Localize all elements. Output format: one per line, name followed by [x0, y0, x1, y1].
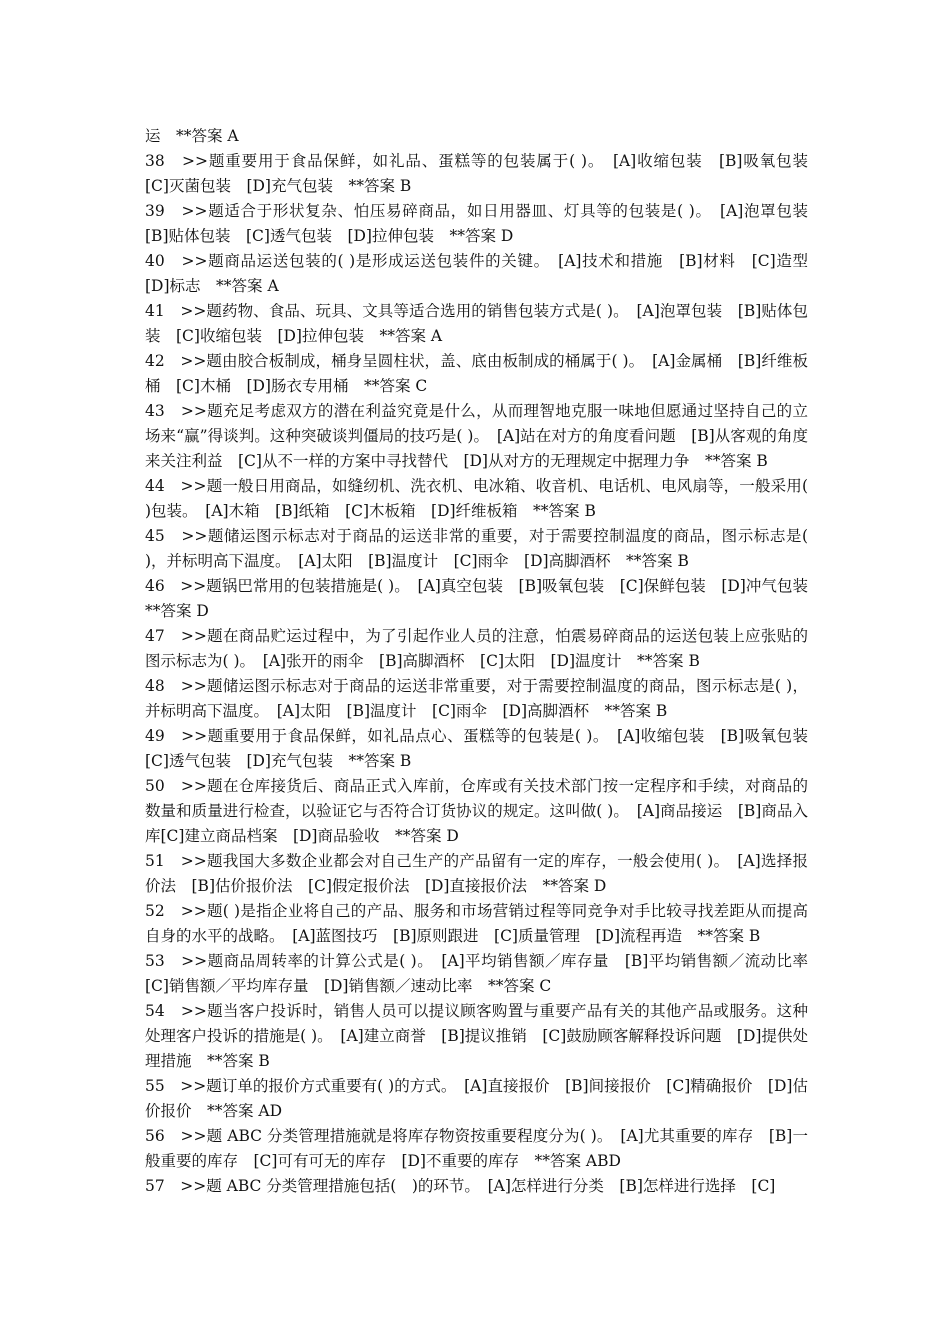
question-42: 42 >>题由胶合板制成，桶身呈圆柱状，盖、底由板制成的桶属于( )。 [A]金属桶 [B]纤维板桶 [C]木桶 [D]肠衣专用桶 **答案 C [145, 352, 808, 395]
question-list [145, 124, 824, 1199]
question-53: 53 >>题商品周转率的计算公式是( )。 [A]平均销售额／库存量 [B]平均销售额／流动比率 [C]销售额／平均库存量 [D]销售额／速动比率 **答案 C [145, 952, 824, 995]
question-52: 52 >>题( )是指企业将自己的产品、服务和市场营销过程等同竞争对手比较寻找差距从而提高自身的水平的战略。 [A]蓝图技巧 [B]原则跟进 [C]质量管理 [D]流程再造 **答案 B [145, 902, 808, 945]
question-fragment-37: 运 **答案 A [145, 127, 239, 145]
question-39: 39 >>题适合于形状复杂、怕压易碎商品，如日用器皿、灯具等的包装是( )。 [A]泡罩包装 [B]贴体包装 [C]透气包装 [D]拉伸包装 **答案 D [145, 202, 824, 245]
question-38: 38 >>题重要用于食品保鲜，如礼品、蛋糕等的包装属于( )。 [A]收缩包装 [B]吸氧包装 [C]灭菌包装 [D]充气包装 **答案 B [145, 152, 824, 195]
question-41: 41 >>题药物、食品、玩具、文具等适合选用的销售包装方式是( )。 [A]泡罩包装 [B]贴体包装 [C]收缩包装 [D]拉伸包装 **答案 A [145, 302, 808, 345]
question-46: 46 >>题锅巴常用的包装措施是( )。 [A]真空包装 [B]吸氧包装 [C]保鲜包装 [D]冲气包装 **答案 D [145, 577, 824, 620]
question-51: 51 >>题我国大多数企业都会对自己生产的产品留有一定的库存，一般会使用( )。 [A]选择报价法 [B]估价报价法 [C]假定报价法 [D]直接报价法 **答案 D [145, 852, 808, 895]
question-54: 54 >>题当客户投诉时，销售人员可以提议顾客购置与重要产品有关的其他产品或服务。这种处理客户投诉的措施是( )。 [A]建立商誉 [B]提议推销 [C]鼓励顾客解释投诉问题 [D]提供处理措施 **答案 B [145, 1002, 808, 1070]
question-44: 44 >>题一般日用商品，如缝纫机、洗衣机、电冰箱、收音机、电话机、电风扇等，一般采用( )包装。 [A]木箱 [B]纸箱 [C]木板箱 [D]纤维板箱 **答案 B [145, 477, 808, 520]
question-55: 55 >>题订单的报价方式重要有( )的方式。 [A]直接报价 [B]间接报价 [C]精确报价 [D]估价报价 **答案 AD [145, 1077, 808, 1120]
question-49: 49 >>题重要用于食品保鲜，如礼品点心、蛋糕等的包装是( )。 [A]收缩包装 [B]吸氧包装 [C]透气包装 [D]充气包装 **答案 B [145, 727, 824, 770]
question-56: 56 >>题 ABC 分类管理措施就是将库存物资按重要程度分为( )。 [A]尤其重要的库存 [B]一般重要的库存 [C]可有可无的库存 [D]不重要的库存 **答案 ABD [145, 1127, 808, 1170]
question-50: 50 >>题在仓库接货后、商品正式入库前，仓库或有关技术部门按一定程序和手续，对商品的数量和质量进行检查，以验证它与否符合订货协议的规定。这叫做( )。 [A]商品接运 [B]商品入库[C]建立商品档案 [D]商品验收 **答案 D [145, 777, 808, 845]
question-48: 48 >>题储运图示标志对于商品的运送非常重要，对于需要控制温度的商品，图示标志是( )，并标明高下温度。 [A]太阳 [B]温度计 [C]雨伞 [D]高脚酒杯 **答案 B [145, 677, 808, 720]
question-40: 40 >>题商品运送包装的( )是形成运送包装件的关键。 [A]技术和措施 [B]材料 [C]造型 [D]标志 **答案 A [145, 252, 824, 295]
question-47: 47 >>题在商品贮运过程中，为了引起作业人员的注意，怕震易碎商品的运送包装上应张贴的图示标志为( )。 [A]张开的雨伞 [B]高脚酒杯 [C]太阳 [D]温度计 **答案 B [145, 627, 808, 670]
question-57: 57 >>题 ABC 分类管理措施包括( )的环节。 [A]怎样进行分类 [B]怎样进行选择 [C] [145, 1177, 776, 1195]
question-43: 43 >>题充足考虑双方的潜在利益究竟是什么，从而理智地克服一味地但愿通过坚持自己的立场来“赢”得谈判。这种突破谈判僵局的技巧是( )。 [A]站在对方的角度看问题 [B]从客观的角度来关注利益 [C]从不一样的方案中寻找替代 [D]从对方的无理规定中据理力争 **答案 B [145, 402, 808, 470]
question-45: 45 >>题储运图示标志对于商品的运送非常的重要，对于需要控制温度的商品，图示标志是( )，并标明高下温度。 [A]太阳 [B]温度计 [C]雨伞 [D]高脚酒杯 **答案 B [145, 527, 808, 570]
